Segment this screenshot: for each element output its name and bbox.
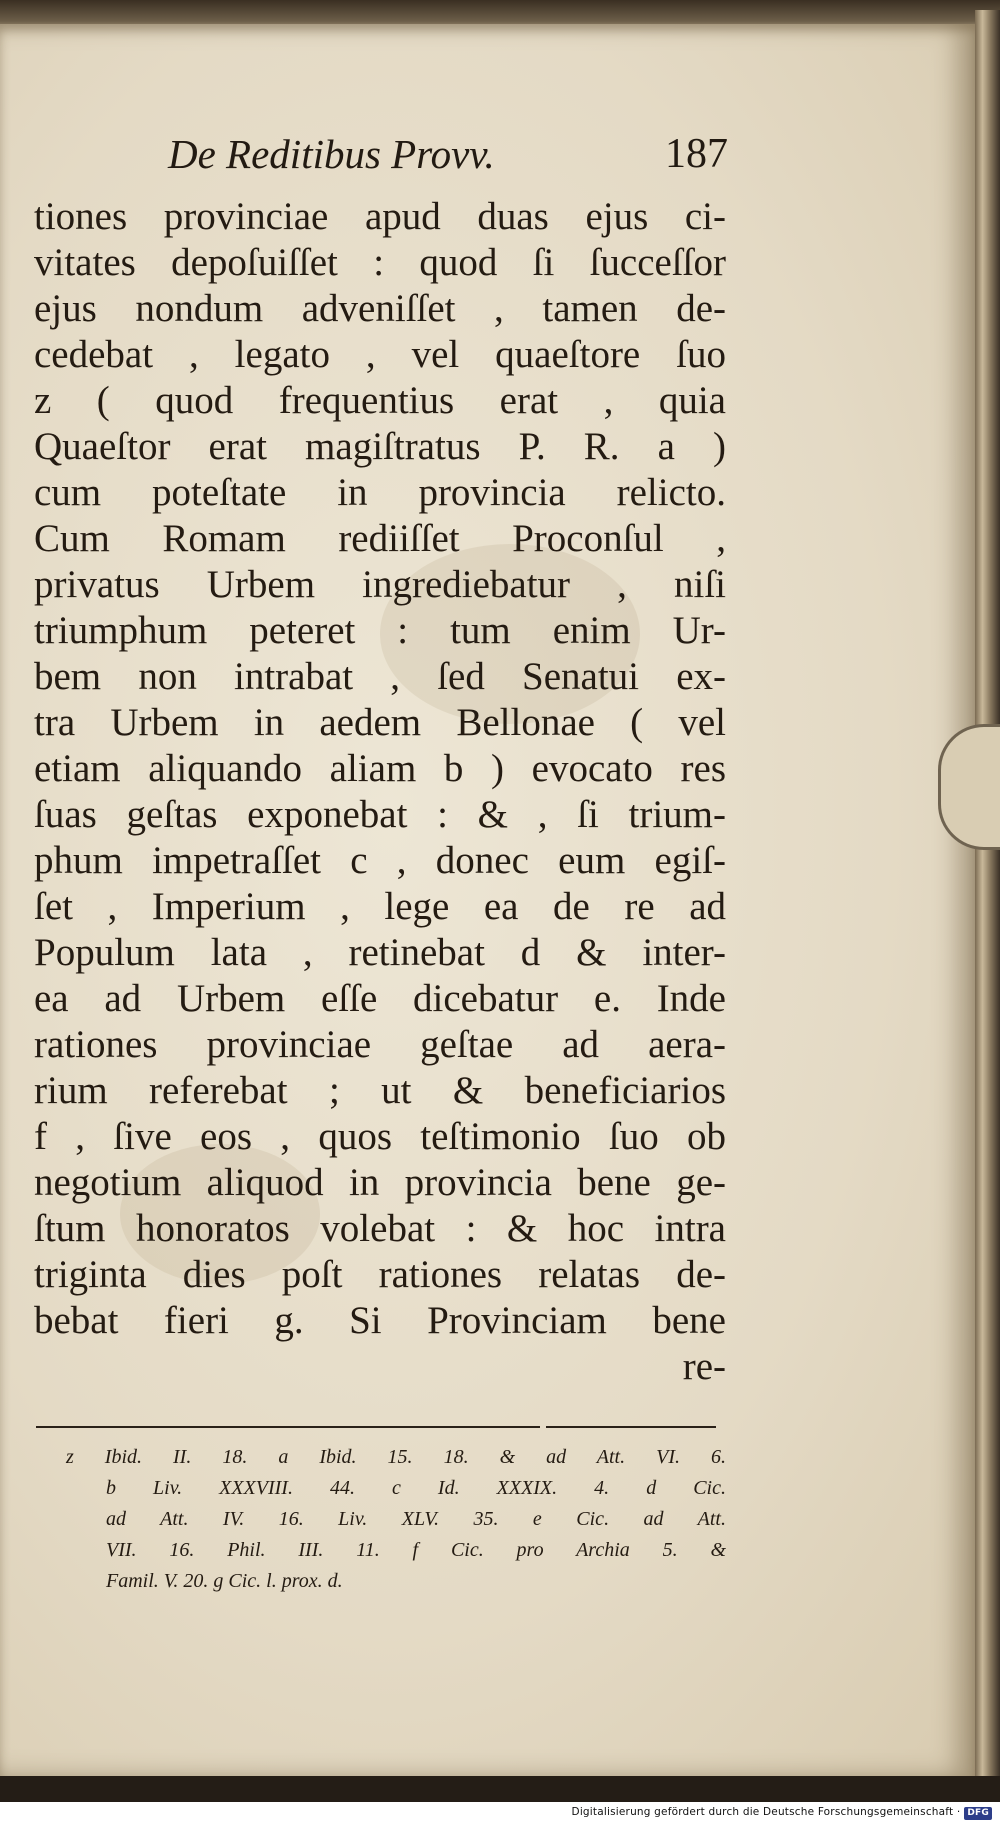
text-line: triginta dies poſt rationes relatas de- — [34, 1253, 726, 1296]
text-line: cum poteſtate in provincia relicto. — [34, 471, 726, 514]
text-line: bem non intrabat , ſed Senatui ex- — [34, 655, 726, 698]
text-line: vitates depoſuiſſet : quod ſi ſucceſſor — [34, 241, 726, 284]
text-line: tra Urbem in aedem Bellonae ( vel — [34, 701, 726, 744]
footnote-line: ad Att. IV. 16. Liv. XLV. 35. e Cic. ad Att. — [106, 1508, 726, 1530]
footnotes — [66, 1442, 726, 1597]
text-line: rium referebat ; ut & beneficiarios — [34, 1069, 726, 1112]
page-right-edge — [975, 10, 1000, 1790]
text-line: rationes provinciae geſtae ad aera- — [34, 1023, 726, 1066]
text-line: ejus nondum adveniſſet , tamen de- — [34, 287, 726, 330]
text-line: ſtum honoratos volebat : & hoc intra — [34, 1207, 726, 1250]
dfg-logo: DFG — [964, 1807, 992, 1820]
running-head: De Reditibus Provv. — [168, 131, 495, 177]
text-line: tiones provinciae apud duas ejus ci- — [34, 195, 726, 238]
body-text — [34, 194, 726, 1390]
text-line: f , ſive eos , quos teſtimonio ſuo ob — [34, 1115, 726, 1158]
digitization-credit — [572, 1804, 992, 1820]
text-line: privatus Urbem ingrediebatur , niſi — [34, 563, 726, 606]
footnote-rule — [36, 1426, 540, 1428]
footnote-line: z Ibid. II. 18. a Ibid. 15. 18. & ad Att. VI. 6. — [66, 1446, 726, 1468]
text-line: bebat fieri g. Si Provinciam bene — [34, 1299, 726, 1342]
footnote-line: VII. 16. Phil. III. 11. f Cic. pro Archia 5. & — [106, 1539, 726, 1561]
text-line: etiam aliquando aliam b ) evocato res — [34, 747, 726, 790]
text-line: negotium aliquod in provincia bene ge- — [34, 1161, 726, 1204]
catchword: re- — [682, 1345, 726, 1388]
text-line: ſet , Imperium , lege ea de re ad — [34, 885, 726, 928]
text-line: z ( quod frequentius erat , quia — [34, 379, 726, 422]
text-line: Cum Romam rediiſſet Proconſul , — [34, 517, 726, 560]
text-line: cedebat , legato , vel quaeſtore ſuo — [34, 333, 726, 376]
footnote-line: b Liv. XXXVIII. 44. c Id. XXXIX. 4. d Cic. — [106, 1477, 726, 1499]
text-line: phum impetraſſet c , donec eum egiſ- — [34, 839, 726, 882]
page-number: 187 — [665, 131, 728, 177]
page-tab — [938, 724, 1000, 850]
credit-text: Digitalisierung gefördert durch die Deutsche Forschungsgemeinschaft · — [571, 1806, 961, 1818]
text-line: Quaeſtor erat magiſtratus P. R. a ) — [34, 425, 726, 468]
text-line: Populum lata , retinebat d & inter- — [34, 931, 726, 974]
text-line: triumphum peteret : tum enim Ur- — [34, 609, 726, 652]
footnote-line: Famil. V. 20. g Cic. l. prox. d. — [106, 1570, 343, 1592]
footnote-rule — [546, 1426, 716, 1428]
text-line: ea ad Urbem eſſe dicebatur e. Inde — [34, 977, 726, 1020]
text-line: ſuas geſtas exponebat : & , ſi trium- — [34, 793, 726, 836]
